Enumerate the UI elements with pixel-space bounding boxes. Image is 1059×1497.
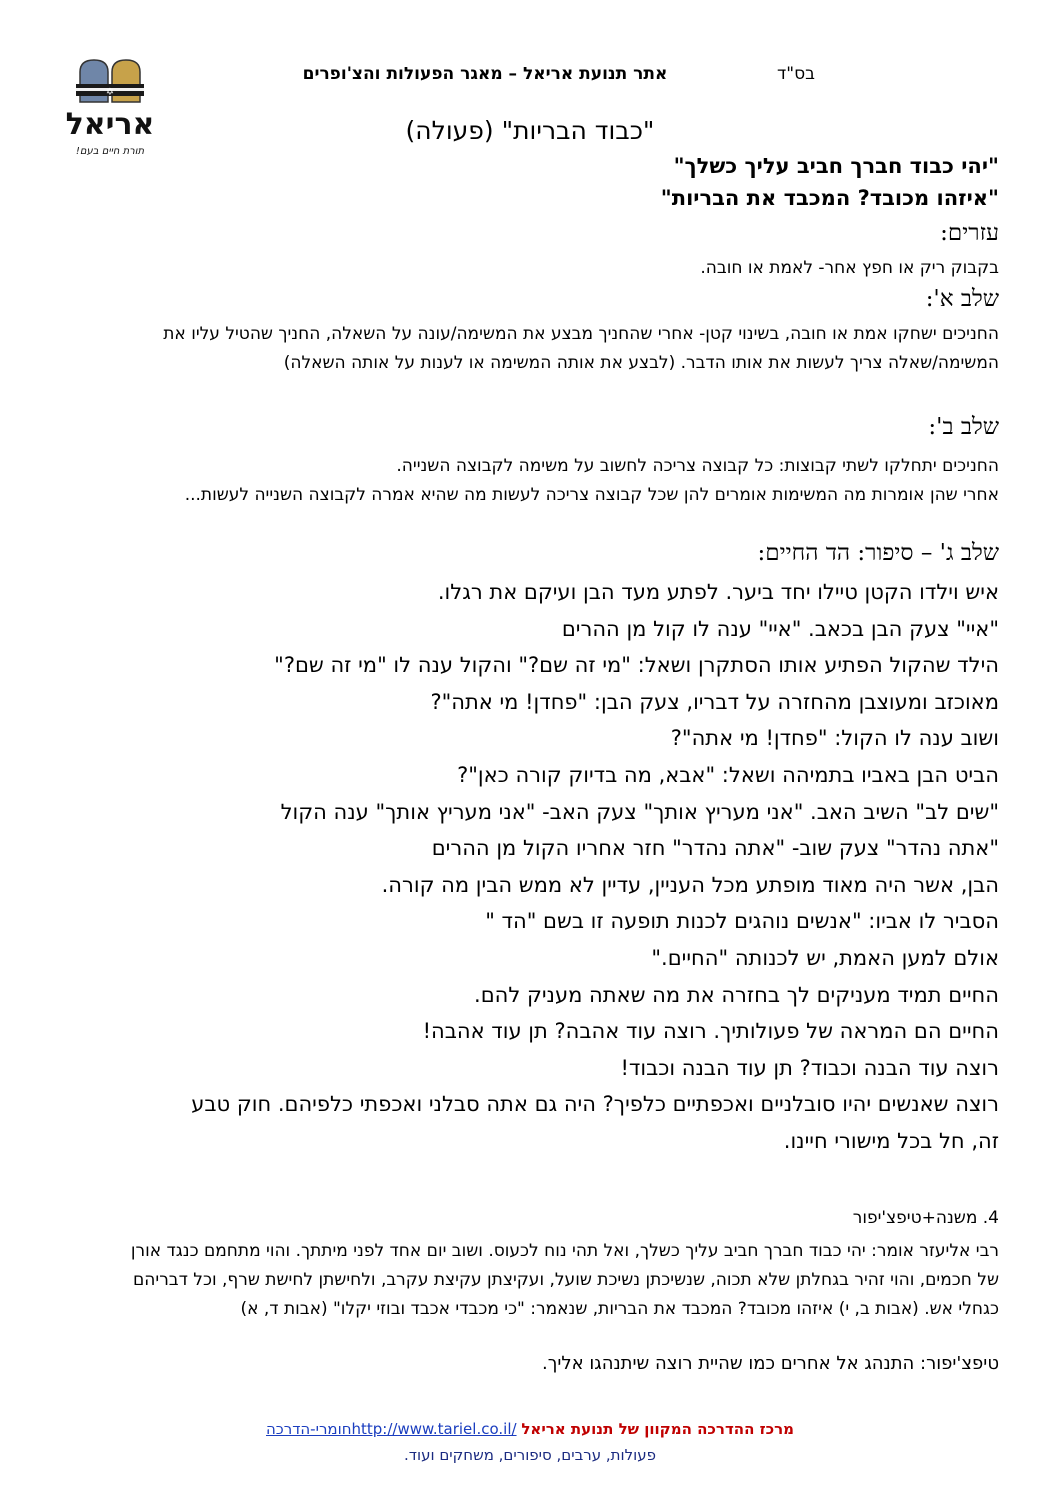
- story-line: "אתה נהדר" צעק שוב- "אתה נהדר" חזר אחריו הקול מן ההרים: [431, 836, 999, 861]
- story-line: רוצה שאנשים יהיו סובלניים ואכפתיים כלפיך? היה גם אתה סבלני ואכפתי כלפיהם. חוק טבע: [191, 1092, 999, 1117]
- stage-c-heading: שלב ג' – סיפור: הד החיים:: [757, 540, 999, 566]
- story-line: הבן, אשר היה מאוד מופתע מכל העניין, עדיין לא ממש הבין מה קורה.: [381, 872, 999, 897]
- story-line: הביט הבן באביו בתמיהה ושאל: "אבא, מה בדיוק קורה כאן"?: [457, 763, 999, 787]
- story-line: "שים לב" השיב האב. "אני מעריץ אותך" צעק האב- "אני מעריץ אותך" ענה הקול: [280, 799, 999, 824]
- story-line: אולם למען האמת, יש לכנותה "החיים.": [651, 946, 999, 970]
- aids-text: בקבוק ריק או חפץ אחר- לאמת או חובה.: [700, 258, 999, 278]
- page-title: "כבוד הבריות" (פעולה): [405, 116, 655, 145]
- footer-center-label: מרכז ההדרכה המקוון של תנועת אריאל: [521, 1420, 794, 1438]
- header-bsd: בס"ד: [777, 64, 815, 84]
- story-line: הילד שהקול הפתיע אותו הסתקרן ושאל: "מי זה שם?" והקול ענה לו "מי זה שם?": [274, 653, 999, 678]
- stage-a-heading: שלב א':: [925, 286, 999, 312]
- footer-site-link[interactable]: /http://www.tariel.co.il: [351, 1420, 517, 1438]
- logo-tablets-icon: [60, 58, 160, 162]
- story-line: רוצה עוד הבנה וכבוד? תן עוד הבנה וכבוד!: [620, 1055, 999, 1080]
- tip-text: טיפצ'יפור: התנהג אל אחרים כמו שהיית רוצה שיתנהגו אליך.: [541, 1353, 999, 1374]
- logo-tagline: תורת חיים בעם!: [75, 146, 145, 157]
- stage-b-line-2: אחרי שהן אומרות מה המשימות אומרים להן שכל קבוצה צריכה לעשות מה שהיא אמרה לקבוצה השנייה לעשות...: [184, 485, 999, 505]
- story-line: הסביר לו אביו: "אנשים נוהגים לכנות תופעה זו בשם "הד ": [485, 909, 999, 934]
- svg-text:✡: ✡: [105, 87, 115, 98]
- logo-wordmark: אריאל: [65, 107, 155, 142]
- quote-1: "יהי כבוד חברך חביב עליך כשלך": [673, 154, 999, 178]
- stage-b-line-1: החניכים יתחלקו לשתי קבוצות: כל קבוצה צריכה לחשוב על משימה לקבוצה השנייה.: [396, 456, 999, 476]
- stage-b-heading: שלב ב':: [928, 414, 999, 440]
- mishna-text: רבי אליעזר אומר: יהי כבוד חברך חביב עליך כשלך, ואל תהי נוח לכעוס. ושוב יום אחד לפני מיתתך. והוי מתחמם כנגד אורן של חכמים, והוי זהיר בגחלתן שלא תכוה, שנשיכתן נשיכת שועל, ועקיצתן עקיצת עקרב, ולחישתן לחישת שרף, וכל דבריהם כגחלי אש. (אבות ב, י) איזהו מכובד? המכבד את הבריות, שנאמר: "כי מכבדי אכבד ובוזי יקלו" (אבות ד, א): [130, 1241, 999, 1319]
- header-site-title: אתר תנועת אריאל – מאגר הפעולות והצ'ופרים: [302, 64, 668, 84]
- ariel-logo: [60, 58, 160, 162]
- story-line: "איי" צעק הבן בכאב. "איי" ענה לו קול מן ההרים: [561, 616, 999, 641]
- footer-materials-link[interactable]: חומרי-הדרכה: [266, 1420, 352, 1438]
- footer-line-1: [150, 1420, 910, 1438]
- story-line: החיים הם המראה של פעולותיך. רוצה עוד אהבה? תן עוד אהבה!: [422, 1019, 999, 1044]
- footer-line-2: פעולות, ערבים, סיפורים, משחקים ועוד.: [404, 1446, 656, 1464]
- story-line: איש וילדו הקטן טיילו יחד ביער. לפתע מעד הבן ועיקם את רגלו.: [437, 580, 999, 604]
- story-line: זה, חל בכל מישורי חיינו.: [783, 1129, 999, 1153]
- stage-a-text: החניכים ישחקו אמת או חובה, בשינוי קטן- אחרי שהחניך מבצע את המשימה/עונה על השאלה, החניך שהטיל עליו את המשימה/שאלה צריך לעשות את אותו הדבר. (לבצע את אותה המשימה או לענות על אותה השאלה): [163, 324, 999, 373]
- story-line: ושוב ענה לו הקול: "פחדן! מי אתה"?: [670, 726, 999, 751]
- story-line: החיים תמיד מעניקים לך בחזרה את מה שאתה מעניק להם.: [474, 982, 999, 1007]
- story-line: מאוכזב ומעוצבן מהחזרה על דבריו, צעק הבן: "פחדן! מי אתה"?: [430, 689, 999, 714]
- mishna-heading: 4. משנה+טיפצ'יפור: [852, 1208, 999, 1228]
- aids-heading: עזרים:: [940, 220, 999, 246]
- quote-2: "איזהו מכובד? המכבד את הבריות": [660, 186, 999, 210]
